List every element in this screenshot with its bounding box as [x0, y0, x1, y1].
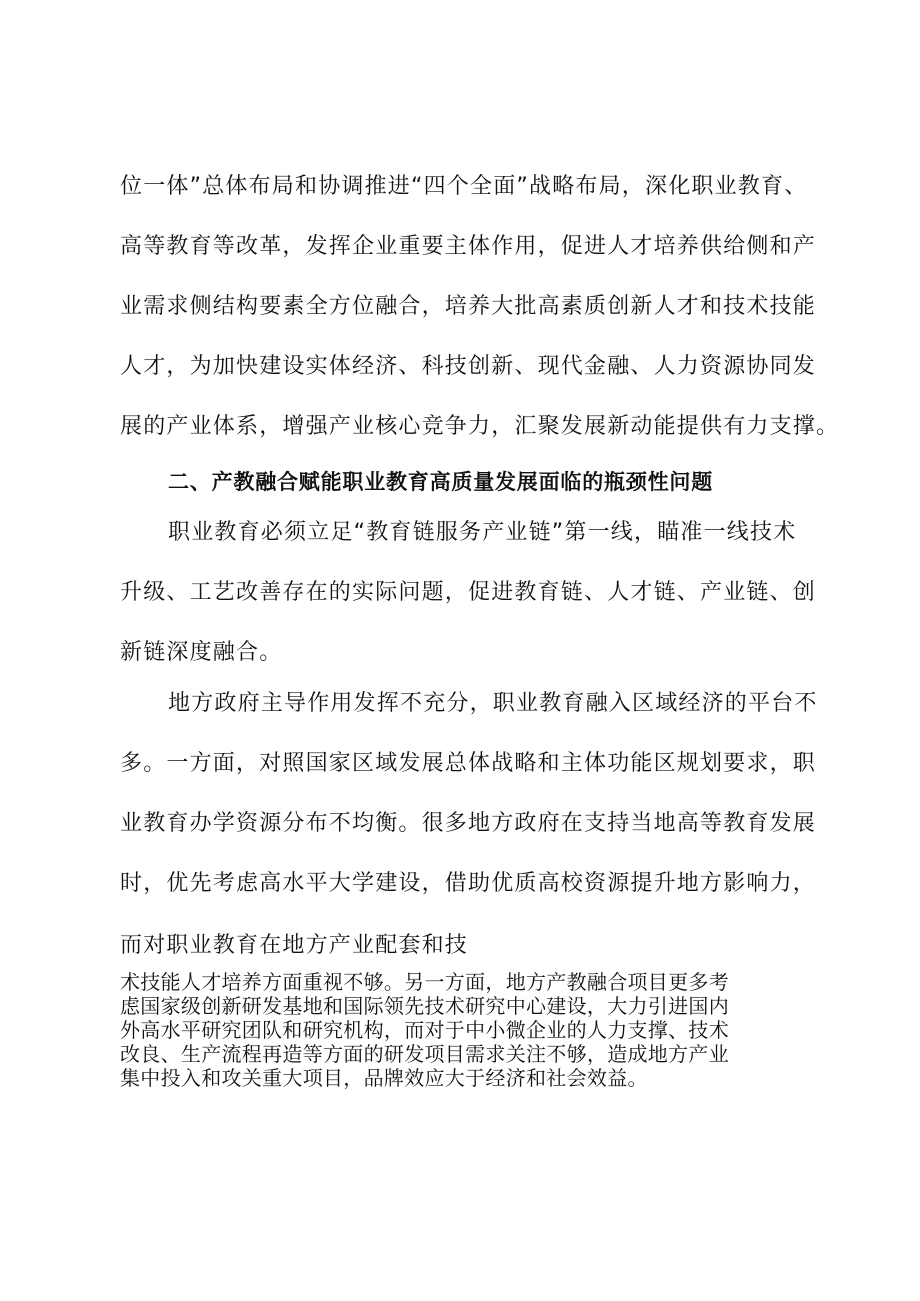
section-heading: 二、产教融合赋能职业教育高质量发展面临的瓶颈性问题 [168, 470, 713, 494]
paragraph-3-line: 业教育办学资源分布不均衡。很多地方政府在支持当地高等教育发展 [120, 811, 817, 836]
paragraph-1 [120, 174, 840, 464]
paragraph-2-line: 新链深度融合。 [120, 640, 283, 665]
paragraph-4-line: 集中投入和攻关重大项目，品牌效应大于经济和社会效益。 [120, 1066, 648, 1090]
paragraph-4 [120, 970, 820, 1090]
paragraph-1-line: 位一体”总体布局和协调推进“四个全面”战略布局，深化职业教育、 [120, 174, 808, 199]
paragraph-4-line: 虑国家级创新研发基地和国际领先技术研究中心建设，大力引进国内 [120, 994, 729, 1018]
paragraph-1-line: 业需求侧结构要素全方位融合，培养大批高素质创新人才和技术技能 [120, 294, 817, 319]
paragraph-3 [120, 693, 820, 983]
paragraph-3-line: 而对职业教育在地方产业配套和技 [120, 933, 469, 958]
paragraph-1-line: 展的产业体系，增强产业核心竞争力，汇聚发展新动能提供有力支撑。 [120, 414, 840, 439]
paragraph-4-line: 外高水平研究团队和研究机构，而对于中小微企业的人力支撑、技术 [120, 1018, 729, 1042]
paragraph-2-line: 升级、工艺改善存在的实际问题，促进教育链、人才链、产业链、创 [120, 580, 817, 605]
paragraph-3-line: 地方政府主导作用发挥不充分，职业教育融入区域经济的平台不 [168, 691, 818, 716]
paragraph-1-line: 高等教育等改革，发挥企业重要主体作用，促进人才培养供给侧和产 [120, 234, 817, 259]
paragraph-1-line: 人才，为加快建设实体经济、科技创新、现代金融、人力资源协同发 [120, 354, 817, 379]
paragraph-4-line: 术技能人才培养方面重视不够。另一方面，地方产教融合项目更多考 [120, 970, 729, 994]
paragraph-3-line: 多。一方面，对照国家区域发展总体战略和主体功能区规划要求，职 [120, 751, 817, 776]
paragraph-4-line: 改良、生产流程再造等方面的研发项目需求关注不够，造成地方产业 [120, 1042, 729, 1066]
paragraph-2-line: 职业教育必须立足“教育链服务产业链”第一线，瞄准一线技术 [168, 520, 797, 545]
paragraph-3-line: 时，优先考虑高水平大学建设，借助优质高校资源提升地方影响力， [120, 871, 817, 896]
paragraph-2 [120, 522, 820, 690]
